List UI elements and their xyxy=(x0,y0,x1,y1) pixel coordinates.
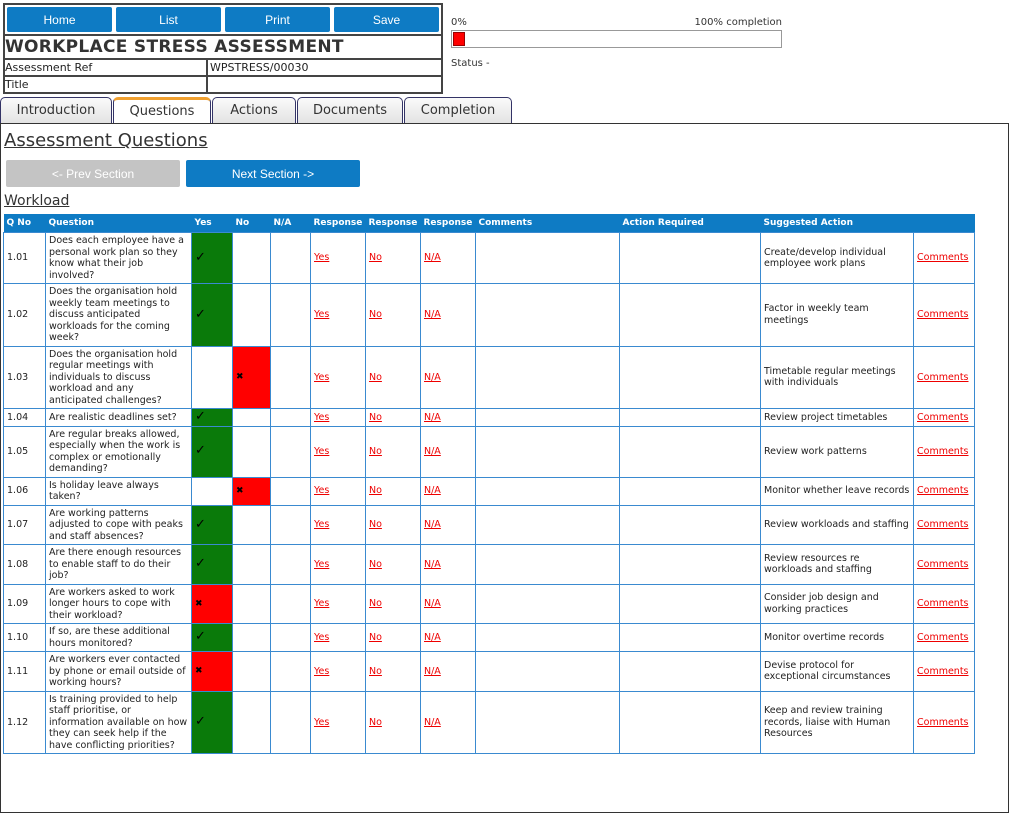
response-no-link[interactable]: No xyxy=(369,558,382,570)
yes-cell[interactable] xyxy=(192,409,233,427)
comments-link-cell xyxy=(914,691,975,754)
response-na-cell xyxy=(421,409,476,427)
comments-link-cell xyxy=(914,284,975,347)
next-section-button[interactable]: Next Section -> xyxy=(186,160,360,187)
response-no-cell xyxy=(366,624,421,652)
progress-fill xyxy=(453,32,465,46)
cross-icon: ✖ xyxy=(236,485,244,496)
na-cell[interactable] xyxy=(271,426,311,477)
response-yes-link[interactable]: Yes xyxy=(314,252,330,264)
response-no-link[interactable]: No xyxy=(369,485,382,497)
response-no-link[interactable]: No xyxy=(369,631,382,643)
progress-bar xyxy=(451,30,782,48)
suggested-action: Keep and review training records, liaise with Human Resources xyxy=(761,691,914,754)
response-na-cell xyxy=(421,505,476,545)
comments-cell[interactable] xyxy=(476,505,620,545)
response-yes-cell xyxy=(311,477,366,505)
comments-link-cell xyxy=(914,477,975,505)
response-no-link[interactable]: No xyxy=(369,519,382,530)
response-no-link[interactable]: No xyxy=(369,665,382,677)
tab-introduction[interactable]: Introduction xyxy=(0,97,112,123)
yes-cell[interactable] xyxy=(192,426,233,477)
print-button[interactable]: Print xyxy=(224,6,331,33)
suggested-action: Timetable regular meetings with individuals xyxy=(761,346,914,409)
no-cell[interactable] xyxy=(233,284,271,347)
check-icon: ✓ xyxy=(195,714,206,729)
suggested-action: Consider job design and working practices xyxy=(761,584,914,624)
response-yes-link[interactable]: Yes xyxy=(314,485,330,497)
na-cell[interactable] xyxy=(271,624,311,652)
header-panel xyxy=(3,3,443,94)
action-required-cell[interactable] xyxy=(620,691,761,754)
na-cell[interactable] xyxy=(271,691,311,754)
response-yes-link[interactable]: Yes xyxy=(314,598,330,609)
suggested-action: Monitor whether leave records xyxy=(761,477,914,505)
comments-link[interactable]: Comments xyxy=(917,371,969,383)
check-icon: ✓ xyxy=(195,516,206,532)
response-yes-link[interactable]: Yes xyxy=(314,411,330,423)
yes-cell[interactable] xyxy=(192,477,233,505)
comments-cell[interactable] xyxy=(476,624,620,652)
response-no-cell xyxy=(366,409,421,427)
response-yes-cell xyxy=(311,545,366,585)
response-no-link[interactable]: No xyxy=(369,598,382,609)
response-na-cell xyxy=(421,584,476,624)
progress-max: 100% completion xyxy=(694,17,782,28)
action-required-cell[interactable] xyxy=(620,426,761,477)
save-button[interactable]: Save xyxy=(333,6,440,33)
response-na-link[interactable]: N/A xyxy=(424,558,441,570)
table-row xyxy=(4,477,975,505)
comments-cell[interactable] xyxy=(476,584,620,624)
comments-link-cell xyxy=(914,652,975,692)
comments-link-cell xyxy=(914,346,975,409)
response-na-cell xyxy=(421,477,476,505)
question-number: 1.01 xyxy=(4,233,46,284)
no-cell[interactable] xyxy=(233,624,271,652)
check-icon: ✓ xyxy=(195,443,206,459)
prev-section-button[interactable]: <- Prev Section xyxy=(6,160,180,187)
column-header: Response xyxy=(311,214,366,233)
na-cell[interactable] xyxy=(271,584,311,624)
yes-cell[interactable] xyxy=(192,284,233,347)
comments-link[interactable]: Comments xyxy=(917,252,969,264)
comments-cell[interactable] xyxy=(476,233,620,284)
progress xyxy=(451,17,782,48)
tab-actions[interactable]: Actions xyxy=(212,97,296,123)
na-cell[interactable] xyxy=(271,284,311,347)
tab-documents[interactable]: Documents xyxy=(297,97,403,123)
title-label: Title xyxy=(5,77,208,92)
suggested-action: Review resources re workloads and staffing xyxy=(761,545,914,585)
response-na-cell xyxy=(421,545,476,585)
column-header: Response xyxy=(366,214,421,233)
comments-link-cell xyxy=(914,233,975,284)
response-yes-link[interactable]: Yes xyxy=(314,371,330,383)
column-header: N/A xyxy=(271,214,311,233)
question-text: Does each employee have a personal work plan so they know what their job involved? xyxy=(46,233,192,284)
comments-link[interactable]: Comments xyxy=(917,445,969,457)
response-no-cell xyxy=(366,284,421,347)
response-na-link[interactable]: N/A xyxy=(424,665,441,677)
response-yes-link[interactable]: Yes xyxy=(314,665,330,677)
response-yes-cell xyxy=(311,284,366,347)
action-required-cell[interactable] xyxy=(620,545,761,585)
yes-cell[interactable] xyxy=(192,505,233,545)
tab-questions[interactable]: Questions xyxy=(113,97,211,123)
response-na-cell xyxy=(421,426,476,477)
question-number: 1.10 xyxy=(4,624,46,652)
no-cell[interactable] xyxy=(233,233,271,284)
response-na-link[interactable]: N/A xyxy=(424,411,441,423)
table-row xyxy=(4,545,975,585)
question-text: Are workers asked to work longer hours to cope with their workload? xyxy=(46,584,192,624)
table-row xyxy=(4,691,975,754)
question-text: Does the organisation hold regular meetings with individuals to discuss workload and any anticipated challenges? xyxy=(46,346,192,409)
comments-cell[interactable] xyxy=(476,545,620,585)
response-yes-link[interactable]: Yes xyxy=(314,445,330,457)
response-yes-cell xyxy=(311,409,366,427)
column-header: Action Required xyxy=(620,214,761,233)
cross-icon: ✖ xyxy=(195,666,203,676)
question-text: Are regular breaks allowed, especially when the work is complex or emotionally demanding? xyxy=(46,426,192,477)
question-number: 1.07 xyxy=(4,505,46,545)
action-required-cell[interactable] xyxy=(620,624,761,652)
response-no-link[interactable]: No xyxy=(369,371,382,383)
suggested-action: Devise protocol for exceptional circumstances xyxy=(761,652,914,692)
action-required-cell[interactable] xyxy=(620,505,761,545)
response-no-cell xyxy=(366,346,421,409)
tab-bar xyxy=(0,97,513,123)
response-no-cell xyxy=(366,477,421,505)
no-cell[interactable] xyxy=(233,477,271,505)
response-na-link[interactable]: N/A xyxy=(424,519,441,530)
comments-link[interactable]: Comments xyxy=(917,598,969,609)
table-row xyxy=(4,505,975,545)
no-cell[interactable] xyxy=(233,346,271,409)
suggested-action: Review project timetables xyxy=(761,409,914,427)
yes-cell[interactable] xyxy=(192,545,233,585)
no-cell[interactable] xyxy=(233,584,271,624)
ref-value: WPSTRESS/00030 xyxy=(210,61,309,74)
question-number: 1.02 xyxy=(4,284,46,347)
comments-link[interactable]: Comments xyxy=(917,716,969,728)
response-yes-cell xyxy=(311,346,366,409)
comments-link-cell xyxy=(914,584,975,624)
comments-link-cell xyxy=(914,624,975,652)
yes-cell[interactable] xyxy=(192,652,233,692)
section-title: Assessment Questions xyxy=(4,130,208,151)
table-row xyxy=(4,284,975,347)
column-header: No xyxy=(233,214,271,233)
suggested-action: Review work patterns xyxy=(761,426,914,477)
column-header: Yes xyxy=(192,214,233,233)
comments-link[interactable]: Comments xyxy=(917,558,969,570)
na-cell[interactable] xyxy=(271,409,311,427)
question-number: 1.11 xyxy=(4,652,46,692)
na-cell[interactable] xyxy=(271,505,311,545)
question-number: 1.09 xyxy=(4,584,46,624)
comments-link[interactable]: Comments xyxy=(917,309,969,320)
tab-completion[interactable]: Completion xyxy=(404,97,512,123)
response-na-link[interactable]: N/A xyxy=(424,445,441,457)
action-required-cell[interactable] xyxy=(620,409,761,427)
progress-min: 0% xyxy=(451,17,467,28)
question-text: Are workers ever contacted by phone or email outside of working hours? xyxy=(46,652,192,692)
comments-cell[interactable] xyxy=(476,652,620,692)
question-number: 1.04 xyxy=(4,409,46,427)
action-required-cell[interactable] xyxy=(620,284,761,347)
check-icon: ✓ xyxy=(195,249,206,265)
comments-cell[interactable] xyxy=(476,691,620,754)
response-no-cell xyxy=(366,233,421,284)
question-number: 1.06 xyxy=(4,477,46,505)
response-na-link[interactable]: N/A xyxy=(424,485,441,497)
comments-link-cell xyxy=(914,505,975,545)
response-no-cell xyxy=(366,545,421,585)
column-header: Q No xyxy=(4,214,46,233)
na-cell[interactable] xyxy=(271,346,311,409)
column-header: Suggested Action xyxy=(761,214,914,233)
response-yes-link[interactable]: Yes xyxy=(314,716,330,728)
comments-cell[interactable] xyxy=(476,426,620,477)
cross-icon: ✖ xyxy=(195,598,203,609)
response-no-link[interactable]: No xyxy=(369,252,382,264)
questions-table xyxy=(3,214,975,754)
comments-link[interactable]: Comments xyxy=(917,631,969,643)
question-text: Are realistic deadlines set? xyxy=(46,409,192,427)
comments-link[interactable]: Comments xyxy=(917,411,969,423)
response-na-cell xyxy=(421,691,476,754)
response-no-link[interactable]: No xyxy=(369,411,382,423)
column-header: Response xyxy=(421,214,476,233)
page-title: WORKPLACE STRESS ASSESSMENT xyxy=(5,36,441,60)
response-yes-cell xyxy=(311,652,366,692)
yes-cell[interactable] xyxy=(192,346,233,409)
table-row xyxy=(4,409,975,427)
response-no-cell xyxy=(366,691,421,754)
table-row xyxy=(4,584,975,624)
no-cell[interactable] xyxy=(233,426,271,477)
comments-cell[interactable] xyxy=(476,477,620,505)
response-no-cell xyxy=(366,584,421,624)
comments-link-cell xyxy=(914,545,975,585)
action-required-cell[interactable] xyxy=(620,346,761,409)
yes-cell[interactable] xyxy=(192,584,233,624)
response-yes-link[interactable]: Yes xyxy=(314,519,330,530)
response-yes-link[interactable]: Yes xyxy=(314,631,330,643)
response-na-cell xyxy=(421,284,476,347)
response-no-cell xyxy=(366,426,421,477)
home-button[interactable]: Home xyxy=(6,6,113,33)
comments-link-cell xyxy=(914,409,975,427)
column-header: Question xyxy=(46,214,192,233)
response-no-link[interactable]: No xyxy=(369,716,382,728)
question-text: Are there enough resources to enable staff to do their job? xyxy=(46,545,192,585)
response-no-link[interactable]: No xyxy=(369,445,382,457)
na-cell[interactable] xyxy=(271,477,311,505)
response-yes-cell xyxy=(311,426,366,477)
question-number: 1.05 xyxy=(4,426,46,477)
suggested-action: Create/develop individual employee work plans xyxy=(761,233,914,284)
response-na-cell xyxy=(421,652,476,692)
suggested-action: Factor in weekly team meetings xyxy=(761,284,914,347)
response-na-cell xyxy=(421,233,476,284)
check-icon: ✓ xyxy=(195,409,206,424)
response-no-cell xyxy=(366,505,421,545)
no-cell[interactable] xyxy=(233,652,271,692)
response-na-cell xyxy=(421,346,476,409)
comments-cell[interactable] xyxy=(476,346,620,409)
status-text: Status - xyxy=(451,58,490,69)
response-yes-link[interactable]: Yes xyxy=(314,309,330,320)
yes-cell[interactable] xyxy=(192,624,233,652)
action-required-cell[interactable] xyxy=(620,233,761,284)
suggested-action: Monitor overtime records xyxy=(761,624,914,652)
yes-cell[interactable] xyxy=(192,691,233,754)
question-text: Does the organisation hold weekly team meetings to discuss anticipated workloads for the coming week? xyxy=(46,284,192,347)
list-button[interactable]: List xyxy=(115,6,222,33)
question-number: 1.12 xyxy=(4,691,46,754)
response-na-link[interactable]: N/A xyxy=(424,716,441,728)
action-required-cell[interactable] xyxy=(620,477,761,505)
table-row xyxy=(4,233,975,284)
na-cell[interactable] xyxy=(271,233,311,284)
response-na-cell xyxy=(421,624,476,652)
column-header xyxy=(914,214,975,233)
question-text: Is holiday leave always taken? xyxy=(46,477,192,505)
response-no-cell xyxy=(366,652,421,692)
comments-link-cell xyxy=(914,426,975,477)
response-no-link[interactable]: No xyxy=(369,309,382,320)
check-icon: ✓ xyxy=(195,556,206,571)
question-number: 1.08 xyxy=(4,545,46,585)
table-row xyxy=(4,426,975,477)
question-text: If so, are these additional hours monitored? xyxy=(46,624,192,652)
response-yes-cell xyxy=(311,584,366,624)
check-icon: ✓ xyxy=(195,306,206,322)
comments-link[interactable]: Comments xyxy=(917,485,969,497)
response-yes-cell xyxy=(311,624,366,652)
response-yes-cell xyxy=(311,505,366,545)
response-na-link[interactable]: N/A xyxy=(424,631,441,643)
comments-link[interactable]: Comments xyxy=(917,665,969,677)
no-cell[interactable] xyxy=(233,505,271,545)
column-header: Comments xyxy=(476,214,620,233)
comments-cell[interactable] xyxy=(476,409,620,427)
cross-icon: ✖ xyxy=(236,372,244,382)
na-cell[interactable] xyxy=(271,545,311,585)
response-na-link[interactable]: N/A xyxy=(424,598,441,609)
response-yes-cell xyxy=(311,233,366,284)
subsection-title: Workload xyxy=(4,193,70,209)
ref-label: Assessment Ref xyxy=(5,60,208,75)
response-na-link[interactable]: N/A xyxy=(424,252,441,264)
response-yes-link[interactable]: Yes xyxy=(314,558,330,570)
action-required-cell[interactable] xyxy=(620,584,761,624)
question-number: 1.03 xyxy=(4,346,46,409)
comments-link[interactable]: Comments xyxy=(917,519,969,530)
suggested-action: Review workloads and staffing xyxy=(761,505,914,545)
response-na-link[interactable]: N/A xyxy=(424,309,441,320)
table-row xyxy=(4,652,975,692)
no-cell[interactable] xyxy=(233,545,271,585)
comments-cell[interactable] xyxy=(476,284,620,347)
no-cell[interactable] xyxy=(233,691,271,754)
check-icon: ✓ xyxy=(195,629,206,645)
table-row xyxy=(4,346,975,409)
response-na-link[interactable]: N/A xyxy=(424,371,441,383)
question-text: Are working patterns adjusted to cope with peaks and staff absences? xyxy=(46,505,192,545)
response-yes-cell xyxy=(311,691,366,754)
table-row xyxy=(4,624,975,652)
no-cell[interactable] xyxy=(233,409,271,427)
action-required-cell[interactable] xyxy=(620,652,761,692)
yes-cell[interactable] xyxy=(192,233,233,284)
na-cell[interactable] xyxy=(271,652,311,692)
question-text: Is training provided to help staff prioritise, or information available on how they can seek help if the have conflicting priorities? xyxy=(46,691,192,754)
